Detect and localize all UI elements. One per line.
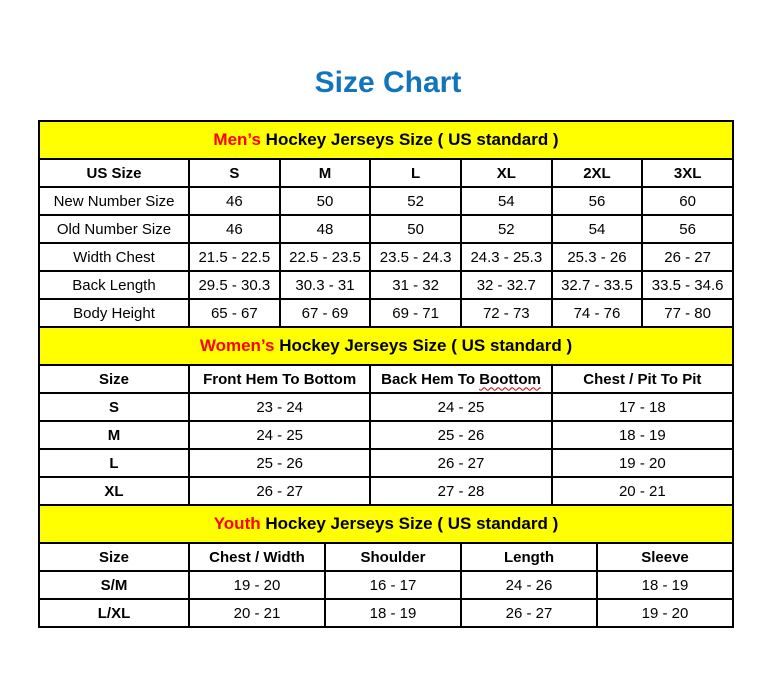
mens-row-label: New Number Size [39, 187, 189, 215]
mens-column-header: XL [461, 159, 552, 187]
womens-column-header: Back Hem To Boottom [370, 365, 551, 393]
womens-value-cell: 17 - 18 [552, 393, 733, 421]
mens-value-cell: 50 [370, 215, 461, 243]
mens-value-cell: 46 [189, 187, 280, 215]
womens-row-label: L [39, 449, 189, 477]
womens-section-title: Hockey Jerseys Size ( US standard ) [274, 336, 573, 355]
womens-value-cell: 24 - 25 [370, 393, 551, 421]
youth-column-header: Chest / Width [189, 543, 325, 571]
youth-value-cell: 24 - 26 [461, 571, 597, 599]
youth-value-cell: 18 - 19 [325, 599, 461, 627]
mens-value-cell: 54 [461, 187, 552, 215]
mens-row-label: Width Chest [39, 243, 189, 271]
youth-data-row [39, 571, 733, 599]
womens-size-table [38, 364, 734, 506]
mens-value-cell: 30.3 - 31 [280, 271, 371, 299]
youth-column-header: Sleeve [597, 543, 733, 571]
womens-value-cell: 25 - 26 [189, 449, 370, 477]
size-chart-sheet [38, 120, 734, 628]
womens-value-cell: 24 - 25 [189, 421, 370, 449]
page-title: Size Chart [314, 66, 462, 99]
mens-value-cell: 56 [552, 187, 643, 215]
mens-value-cell: 67 - 69 [280, 299, 371, 327]
youth-column-header: Shoulder [325, 543, 461, 571]
mens-value-cell: 52 [461, 215, 552, 243]
mens-row-label: Back Length [39, 271, 189, 299]
womens-column-header: Chest / Pit To Pit [552, 365, 733, 393]
mens-data-row [39, 187, 733, 215]
mens-data-row [39, 243, 733, 271]
mens-size-table [38, 158, 734, 328]
mens-value-cell: 32 - 32.7 [461, 271, 552, 299]
mens-column-header: US Size [39, 159, 189, 187]
mens-value-cell: 50 [280, 187, 371, 215]
youth-section-title: Hockey Jerseys Size ( US standard ) [260, 514, 559, 533]
youth-section-accent: Youth [213, 514, 261, 533]
mens-data-row [39, 271, 733, 299]
womens-section-accent: Women’s [199, 336, 275, 355]
womens-data-row [39, 393, 733, 421]
womens-section-header [38, 326, 734, 366]
mens-value-cell: 24.3 - 25.3 [461, 243, 552, 271]
youth-size-table [38, 542, 734, 628]
womens-data-row [39, 421, 733, 449]
mens-value-cell: 29.5 - 30.3 [189, 271, 280, 299]
youth-column-header: Length [461, 543, 597, 571]
mens-value-cell: 65 - 67 [189, 299, 280, 327]
mens-column-header: M [280, 159, 371, 187]
mens-value-cell: 46 [189, 215, 280, 243]
mens-value-cell: 33.5 - 34.6 [642, 271, 733, 299]
youth-value-cell: 20 - 21 [189, 599, 325, 627]
youth-column-header: Size [39, 543, 189, 571]
womens-value-cell: 27 - 28 [370, 477, 551, 505]
mens-column-header: 2XL [552, 159, 643, 187]
womens-row-label: S [39, 393, 189, 421]
mens-value-cell: 54 [552, 215, 643, 243]
womens-value-cell: 26 - 27 [370, 449, 551, 477]
mens-value-cell: 23.5 - 24.3 [370, 243, 461, 271]
mens-column-header: S [189, 159, 280, 187]
mens-column-header: L [370, 159, 461, 187]
womens-row-label: XL [39, 477, 189, 505]
youth-header-row [39, 543, 733, 571]
mens-value-cell: 31 - 32 [370, 271, 461, 299]
youth-value-cell: 16 - 17 [325, 571, 461, 599]
womens-row-label: M [39, 421, 189, 449]
mens-value-cell: 26 - 27 [642, 243, 733, 271]
youth-value-cell: 26 - 27 [461, 599, 597, 627]
womens-value-cell: 25 - 26 [370, 421, 551, 449]
womens-column-header: Size [39, 365, 189, 393]
mens-value-cell: 77 - 80 [642, 299, 733, 327]
mens-value-cell: 69 - 71 [370, 299, 461, 327]
mens-value-cell: 21.5 - 22.5 [189, 243, 280, 271]
mens-value-cell: 48 [280, 215, 371, 243]
mens-data-row [39, 215, 733, 243]
womens-value-cell: 18 - 19 [552, 421, 733, 449]
womens-value-cell: 26 - 27 [189, 477, 370, 505]
youth-row-label: L/XL [39, 599, 189, 627]
mens-section-title: Hockey Jerseys Size ( US standard ) [260, 130, 559, 149]
womens-value-cell: 19 - 20 [552, 449, 733, 477]
misspelled-word: Boottom [479, 370, 541, 388]
mens-section-header [38, 120, 734, 160]
mens-value-cell: 56 [642, 215, 733, 243]
mens-value-cell: 60 [642, 187, 733, 215]
mens-header-row [39, 159, 733, 187]
mens-value-cell: 52 [370, 187, 461, 215]
womens-column-header: Front Hem To Bottom [189, 365, 370, 393]
womens-value-cell: 23 - 24 [189, 393, 370, 421]
mens-row-label: Old Number Size [39, 215, 189, 243]
womens-data-row [39, 449, 733, 477]
mens-section-accent: Men’s [213, 130, 261, 149]
youth-value-cell: 19 - 20 [189, 571, 325, 599]
mens-value-cell: 22.5 - 23.5 [280, 243, 371, 271]
mens-value-cell: 32.7 - 33.5 [552, 271, 643, 299]
mens-data-row [39, 299, 733, 327]
mens-value-cell: 72 - 73 [461, 299, 552, 327]
mens-value-cell: 74 - 76 [552, 299, 643, 327]
womens-data-row [39, 477, 733, 505]
mens-row-label: Body Height [39, 299, 189, 327]
youth-data-row [39, 599, 733, 627]
mens-value-cell: 25.3 - 26 [552, 243, 643, 271]
youth-section-header [38, 504, 734, 544]
womens-value-cell: 20 - 21 [552, 477, 733, 505]
womens-header-row [39, 365, 733, 393]
youth-value-cell: 19 - 20 [597, 599, 733, 627]
youth-value-cell: 18 - 19 [597, 571, 733, 599]
youth-row-label: S/M [39, 571, 189, 599]
mens-column-header: 3XL [642, 159, 733, 187]
